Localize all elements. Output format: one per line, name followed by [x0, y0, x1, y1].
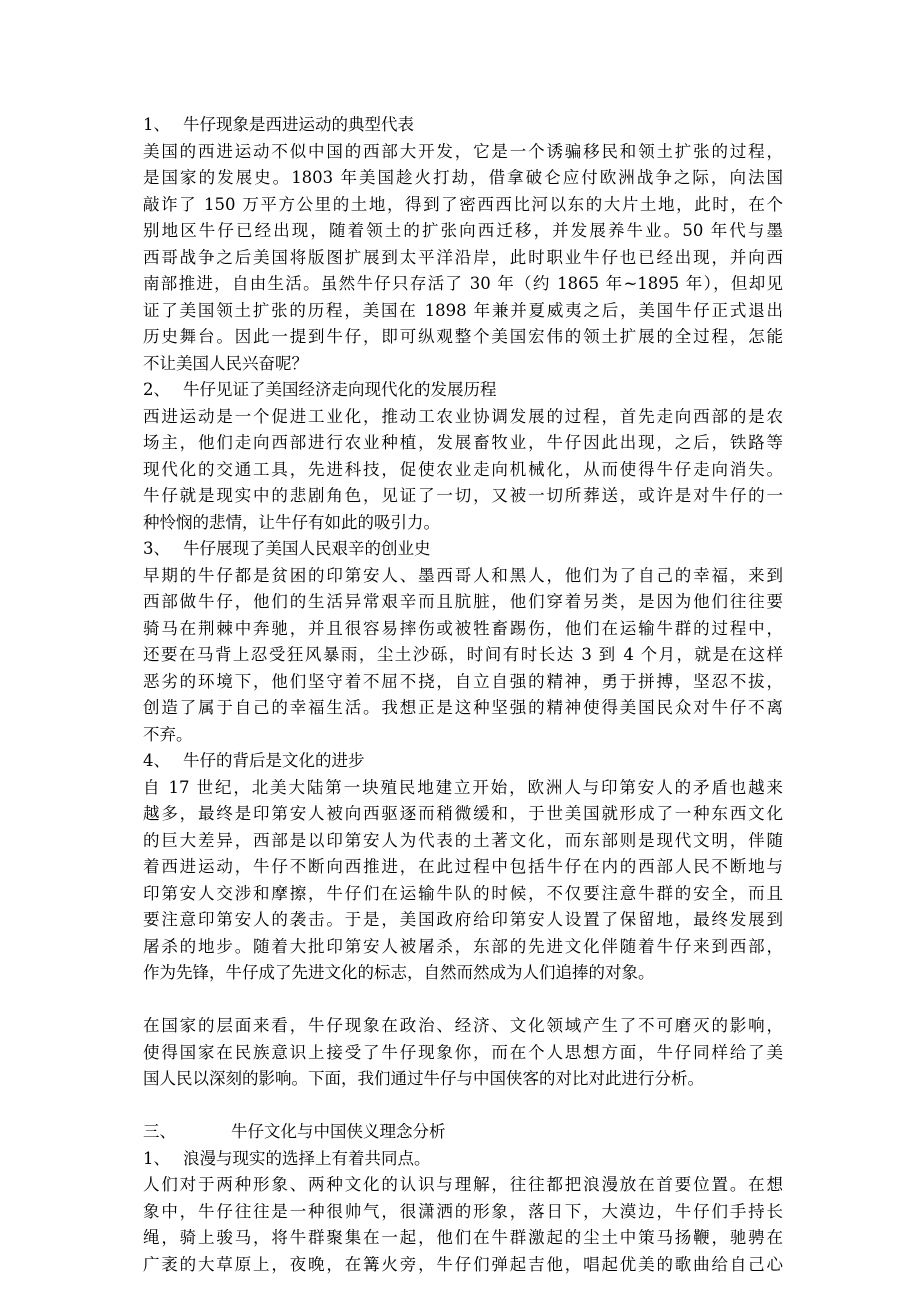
paragraph-line: 是国家的发展史。1803 年美国趁火打劫，借拿破仑应付欧洲战争之际，向法国	[143, 168, 783, 187]
paragraph	[143, 775, 783, 987]
paragraph-line: 别地区牛仔已经出现，随着领土的扩张向西迁移，并发展养牛业。50 年代与墨	[143, 221, 783, 240]
heading-text: 牛仔现象是西进运动的典型代表	[183, 115, 414, 134]
paragraph	[143, 1013, 783, 1093]
paragraph	[143, 139, 783, 378]
paragraph-line: 创造了属于自己的幸福生活。我想正是这种坚强的精神使得美国民众对牛仔不离	[143, 698, 783, 717]
paragraph-line: 敲诈了 150 万平方公里的土地，得到了密西西比河以东的大片土地，此时，在个	[143, 194, 783, 214]
paragraph-line: 象中，牛仔往往是一种很帅气，很潇洒的形象，落日下，大漠边，牛仔们手持长	[143, 1201, 783, 1221]
paragraph-line: 西进运动是一个促进工业化，推动工农业协调发展的过程，首先走向西部的是农	[143, 406, 783, 426]
paragraph-line: 人们对于两种形象、两种文化的认识与理解，往往都把浪漫放在首要位置。在想	[143, 1175, 783, 1194]
paragraph-line: 西部做牛仔，他们的生活异常艰辛而且肮脏，他们穿着另类，是因为他们往往要	[143, 592, 783, 611]
paragraph-line: 的巨大差异，西部是以印第安人为代表的土著文化，而东部则是现代文明，伴随	[143, 830, 783, 850]
subsection-heading	[143, 748, 783, 775]
heading-text: 牛仔的背后是文化的进步	[183, 751, 365, 770]
paragraph	[143, 563, 783, 749]
paragraph-line: 场主，他们走向西部进行农业种植，发展畜牧业，牛仔因此出现，之后，铁路等	[143, 433, 783, 452]
paragraph	[143, 1172, 783, 1278]
paragraph-line: 国人民以深刻的影响。下面，我们通过牛仔与中国侠客的对比对此进行分析。	[143, 1069, 704, 1088]
paragraph-line: 绳，骑上骏马，将牛群聚集在一起，他们在牛群激起的尘土中策马扬鞭，驰骋在	[143, 1228, 783, 1247]
paragraph-line: 早期的牛仔都是贫困的印第安人、墨西哥人和黑人，他们为了自己的幸福，来到	[143, 565, 783, 585]
paragraph-line: 屠杀的地步。随着大批印第安人被屠杀，东部的先进文化伴随着牛仔来到西部，	[143, 936, 783, 956]
paragraph-line: 南部推进，自由生活。虽然牛仔只存活了 30 年（约 1865 年~1895 年），但却见	[143, 274, 783, 293]
paragraph-line: 牛仔就是现实中的悲剧角色，见证了一切，又被一切所葬送，或许是对牛仔的一	[143, 486, 783, 505]
paragraph-line: 证了美国领土扩张的历程，美国在 1898 年兼并夏威夷之后，美国牛仔正式退出	[143, 300, 783, 320]
paragraph-line: 恶劣的环境下，他们坚守着不屈不挠，自立自强的精神，勇于拼搏，坚忍不拔，	[143, 671, 783, 691]
heading-number: 4、	[143, 751, 170, 770]
paragraph-line: 历史舞台。因此一提到牛仔，即可纵观整个美国宏伟的领土扩展的全过程，怎能	[143, 327, 783, 346]
paragraph-line: 在国家的层面来看，牛仔现象在政治、经济、文化领域产生了不可磨灭的影响，	[143, 1016, 783, 1035]
heading-text: 牛仔见证了美国经济走向现代化的发展历程	[183, 380, 497, 399]
paragraph-line: 广袤的大草原上，夜晚，在篝火旁，牛仔们弹起吉他，唱起优美的歌曲给自己心	[143, 1254, 783, 1274]
document-body	[143, 112, 783, 1278]
subsection-heading	[143, 536, 783, 563]
heading-text: 牛仔文化与中国侠义理念分析	[231, 1122, 446, 1141]
paragraph-line: 西哥战争之后美国将版图扩展到太平洋沿岸，此时职业牛仔也已经出现，并向西	[143, 247, 783, 267]
heading-number: 2、	[143, 380, 170, 399]
heading-text: 浪漫与现实的选择上有着共同点。	[183, 1148, 431, 1168]
paragraph-line: 骑马在荆棘中奔驰，并且很容易摔伤或被牲畜踢伤，他们在运输牛群的过程中，	[143, 618, 783, 638]
paragraph-line: 美国的西进运动不似中国的西部大开发，它是一个诱骗移民和领土扩张的过程，	[143, 141, 783, 161]
heading-text: 牛仔展现了美国人民艰辛的创业史	[183, 539, 431, 558]
heading-number: 3、	[143, 539, 170, 558]
paragraph-line: 现代化的交通工具，先进科技，促使农业走向机械化，从而使得牛仔走向消失。	[143, 459, 783, 479]
paragraph-line: 还要在马背上忍受狂风暴雨，尘土沙砾，时间有时长达 3 到 4 个月，就是在这样	[143, 645, 783, 664]
paragraph-line: 种怜悯的悲情，让牛仔有如此的吸引力。	[143, 512, 440, 532]
paragraph	[143, 404, 783, 537]
paragraph-line: 要注意印第安人的袭击。于是，美国政府给印第安人设置了保留地，最终发展到	[143, 910, 783, 929]
subsection-heading	[143, 377, 783, 404]
heading-number: 1、	[143, 115, 170, 134]
blank-line	[143, 987, 783, 1014]
paragraph-line: 不让美国人民兴奋呢？	[143, 353, 308, 373]
paragraph-line: 着西进运动，牛仔不断向西推进，在此过程中包括牛仔在内的西部人民不断地与	[143, 857, 783, 876]
subsection-heading	[143, 1146, 783, 1173]
paragraph-line: 不弃。	[143, 724, 193, 744]
paragraph-line: 越多，最终是印第安人被向西驱逐而稍微缓和，于世美国就形成了一种东西文化	[143, 804, 783, 823]
section-heading	[143, 1119, 783, 1146]
paragraph-line: 印第安人交涉和摩擦，牛仔们在运输牛队的时候，不仅要注意牛群的安全，而且	[143, 883, 783, 903]
paragraph-line: 作为先锋，牛仔成了先进文化的标志，自然而然成为人们追捧的对象。	[143, 963, 655, 982]
heading-number: 1、	[143, 1148, 170, 1168]
paragraph-line: 使得国家在民族意识上接受了牛仔现象你，而在个人思想方面，牛仔同样给了美	[143, 1042, 783, 1062]
paragraph-line: 自 17 世纪，北美大陆第一块殖民地建立开始，欧洲人与印第安人的矛盾也越来	[143, 777, 783, 797]
heading-number: 三、	[143, 1122, 176, 1141]
blank-line	[143, 1093, 783, 1120]
subsection-heading	[143, 112, 783, 139]
